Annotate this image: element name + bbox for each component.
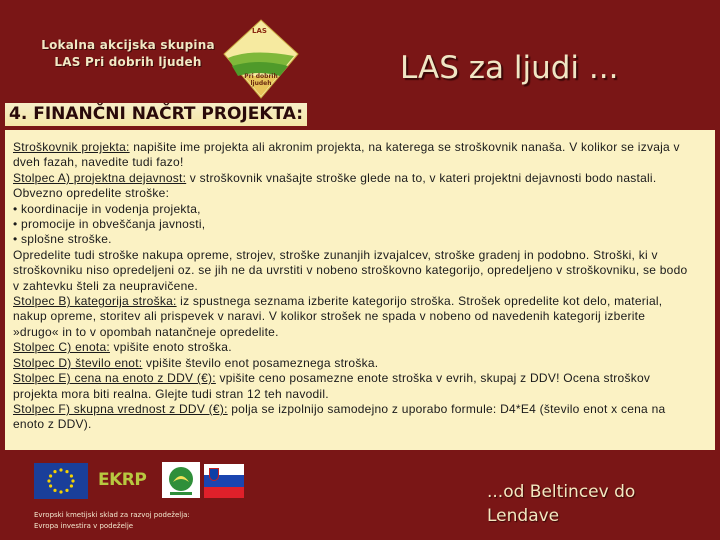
leader-logo-icon [162,462,200,498]
content-panel [5,130,715,450]
footer-motto-line1: ...od Beltincev do [487,482,636,502]
paragraph-other-costs: Opredelite tudi stroške nakupa opreme, strojev, stroške zunanjih izvajalcev, stroške gradenj in podobno. Stroški, ki v stroškovniku niso opredeljeni oz. se jih ne da uvrstiti v nobeno stroškovno kategorijo, opredeljeno v stroškovniku, se bodo v zahtevku šteli za neupravičene. [13,247,688,293]
paragraph-column-a [13,171,693,202]
eu-fund-caption [34,510,190,532]
slide-title: LAS za ljudi ... [400,50,619,86]
las-logo-label: LAS [252,27,267,35]
las-logo-subtitle-line2: ljudeh [250,80,272,87]
label-column-d: Stolpec D) število enot: [13,355,143,370]
organization-name-line2: LAS Pri dobrih ljudeh [54,55,202,69]
eu-flag-icon [34,463,88,499]
slovenia-flag-icon [204,464,244,498]
label-column-c: Stolpec C) enota: [13,340,110,355]
sponsor-logos [28,460,248,540]
bullet-item: • promocije in obveščanja javnosti, [13,217,206,232]
instructions-text [13,140,693,433]
paragraph-column-b [13,294,693,340]
las-logo [222,18,300,100]
paragraph-cost-sheet [13,140,693,171]
footer-motto [487,480,635,528]
text-column-a: v stroškovnik vnašajte stroške glede na to, v kateri projektni dejavnosti bodo nastali. Obvezno opredelite stroške: [13,170,657,201]
las-logo-subtitle-line1: Pri dobrih [244,73,278,80]
paragraph-column-f [13,402,693,433]
text-cost-sheet: napišite ime projekta ali akronim projekta, na katerega se stroškovnik nanaša. V kolikor se izvaja v dveh fazah, navedite tudi fazo! [13,140,680,170]
label-cost-sheet: Stroškovnik projekta: [13,140,130,154]
paragraph-column-c [13,340,693,355]
las-logo-subtitle [236,73,286,87]
eu-fund-caption-line2: Evropa investira v podeželje [34,522,134,530]
ekrp-logo [98,470,160,492]
label-column-b: Stolpec B) kategorija stroška: [13,294,177,309]
paragraph-column-e [13,371,693,402]
paragraph-column-d [13,356,693,371]
section-heading: 4. FINANČNI NAČRT PROJEKTA: [5,103,307,126]
organization-name-line1: Lokalna akcijska skupina [41,38,215,52]
text-column-f: polja se izpolnijo samodejno z uporabo formule: D4*E4 (število enot x cena na enoto z DDV). [13,401,666,432]
text-column-c: vpišite enoto stroška. [109,340,232,355]
ekrp-logo-text: EKRP [98,470,147,490]
eu-fund-caption-line1: Evropski kmetijski sklad za razvoj podeželja: [34,511,190,519]
text-column-b: iz spustnega seznama izberite kategorijo stroška. Strošek opredelite kot delo, material, nakup opreme, storitev ali prispevek v naravi. V kolikor strošek ne spada v nobeno od navedenih kategorij izberite »drugo« in to v opombah natančneje opredelite. [13,294,663,339]
bullet-item: • splošne stroške. [13,232,112,247]
label-column-e: Stolpec E) cena na enoto z DDV (€): [13,371,216,386]
text-column-e: vpišite ceno posamezne enote stroška v evrih, skupaj z DDV! Ocena stroškov projekta mora biti realna. Glejte tudi stran 12 teh navodil. [13,371,651,401]
organization-name [38,37,218,71]
bullet-item: • koordinacije in vodenja projekta, [13,201,201,216]
label-column-f: Stolpec F) skupna vrednost z DDV (€): [13,401,228,416]
text-column-d: vpišite število enot posameznega stroška. [142,355,379,370]
label-column-a: Stolpec A) projektna dejavnost: [13,170,187,185]
footer-motto-line2: Lendave [487,506,560,526]
